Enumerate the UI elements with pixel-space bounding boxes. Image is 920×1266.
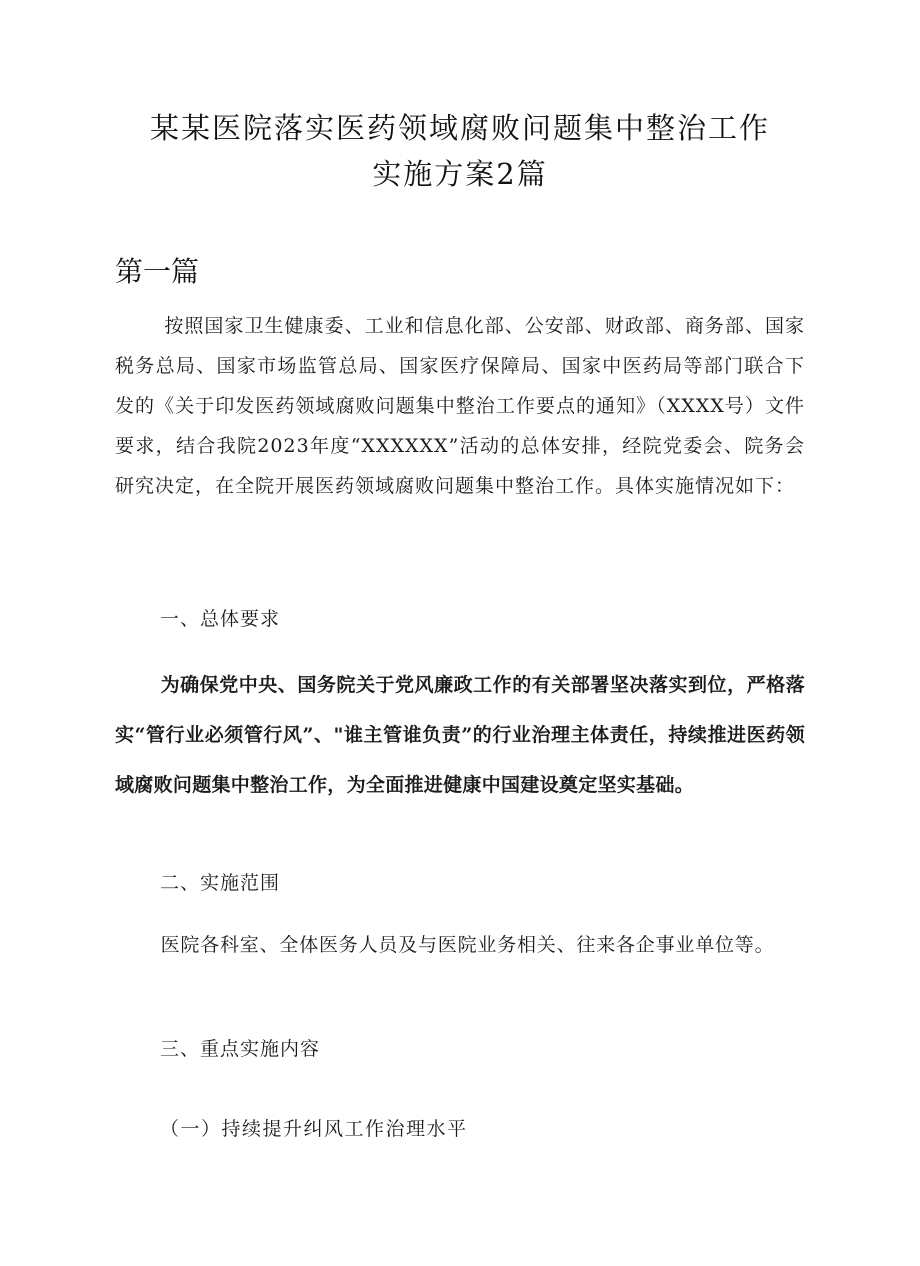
section-heading-general-requirements: 一、总体要求 bbox=[160, 608, 281, 630]
section-heading-key-content: 三、重点实施内容 bbox=[160, 1038, 321, 1060]
intro-paragraph: 按照国家卫生健康委、工业和信息化部、公安部、财政部、商务部、国家税务总局、国家市场监管总局、国家医疗保障局、国家中医药局等部门联合下发的《关于印发医药领域腐败问题集中整治工作要点的通知》（XXXX号）文件要求，结合我院2023年度“XXXXXX”活动的总体安排，经院党委会、院务会研究决定，在全院开展医药领域腐败问题集中整治工作。具体实施情况如下： bbox=[115, 315, 805, 497]
section-heading-scope: 二、实施范围 bbox=[160, 872, 281, 894]
section-paragraph-scope: 医院各科室、全体医务人员及与医院业务相关、往来各企事业单位等。 bbox=[160, 934, 775, 956]
document-title-line-1: 某某医院落实医药领域腐败问题集中整治工作 bbox=[149, 111, 770, 145]
section-paragraph-general-requirements: 为确保党中央、国务院关于党风廉政工作的有关部署坚决落实到位，严格落实“管行业必须管行风”、"谁主管谁负责”的行业治理主体责任，持续推进医药领域腐败问题集中整治工作，为全面推进健康中国建设奠定坚实基础。 bbox=[115, 674, 805, 796]
part-label: 第一篇 bbox=[115, 255, 200, 288]
document-title-line-2: 实施方案2篇 bbox=[372, 157, 548, 191]
subsection-heading-1: （一）持续提升纠风工作治理水平 bbox=[160, 1118, 468, 1140]
